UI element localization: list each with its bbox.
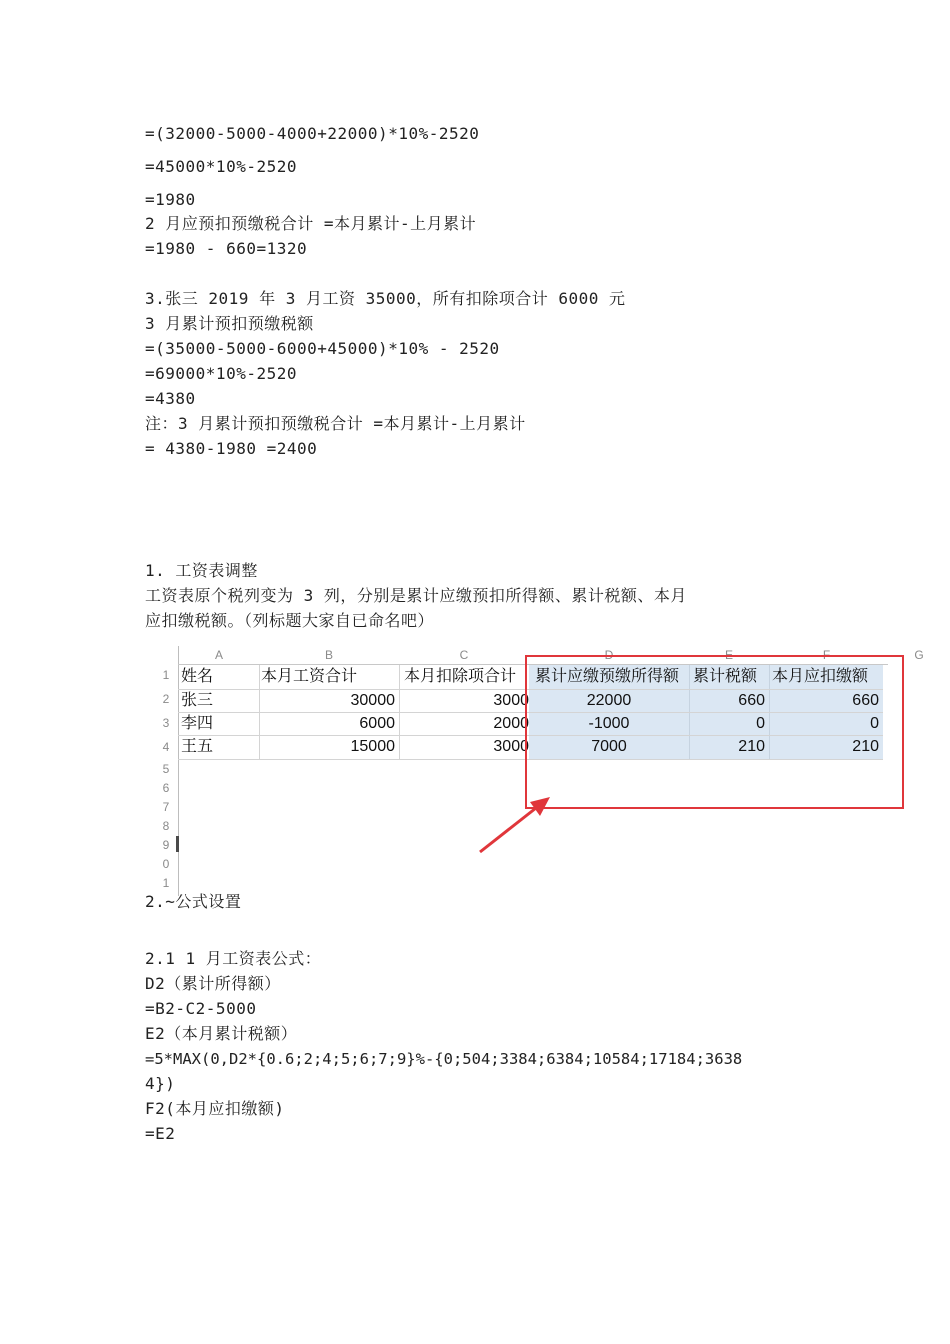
text-line: 3.张三 2019 年 3 月工资 35000，所有扣除项合计 6000 元: [145, 289, 626, 308]
row-number: 3: [162, 716, 170, 730]
formula-line: =(35000-5000-6000+45000)*10% - 2520: [145, 339, 500, 358]
header-cell: 本月扣除项合计: [404, 668, 517, 685]
formula-line: =1980 - 660=1320: [145, 239, 308, 258]
section-heading: 2.~公式设置: [145, 892, 242, 911]
table-cell: 李四: [181, 715, 214, 732]
row-number: 8: [162, 819, 170, 833]
column-letter: B: [324, 648, 333, 662]
column-letter: G: [914, 648, 924, 662]
table-cell: 30000: [350, 692, 395, 709]
formula-line: =E2: [145, 1124, 176, 1143]
header-cell: 累计应缴预缴所得额: [535, 668, 680, 685]
table-cell: 660: [852, 692, 879, 709]
table-cell: 0: [756, 715, 765, 732]
row-number: 7: [162, 800, 170, 814]
table-cell: 6000: [359, 715, 395, 732]
table-cell: 660: [738, 692, 765, 709]
formula-line: =69000*10%-2520: [145, 364, 297, 383]
table-cell: 3000: [493, 738, 529, 755]
formula-line: =(32000-5000-4000+22000)*10%-2520: [145, 124, 480, 143]
row-number: 1: [162, 876, 170, 890]
table-cell: 210: [852, 738, 879, 755]
text-line: D2（累计所得额）: [145, 974, 281, 993]
text-line: 3 月累计预扣预缴税额: [145, 314, 314, 333]
row-number: 2: [162, 692, 170, 706]
table-cell: 3000: [493, 692, 529, 709]
column-letter: A: [214, 648, 223, 662]
header-cell: 姓名: [181, 668, 214, 685]
column-letter: F: [822, 648, 831, 662]
formula-line: =1980: [145, 190, 196, 209]
row-number: 1: [162, 668, 170, 682]
formula-line: 4}): [145, 1074, 176, 1093]
formula-line: = 4380-1980 =2400: [145, 439, 318, 458]
row-number: 9: [162, 838, 170, 852]
text-line: 工资表原个税列变为 3 列，分别是累计应缴预扣所得额、累计税额、本月: [145, 586, 687, 605]
text-line: 2 月应预扣预缴税合计 =本月累计-上月累计: [145, 214, 477, 233]
text-line: F2(本月应扣缴额): [145, 1099, 285, 1118]
header-cell: 累计税额: [693, 668, 758, 685]
table-cell: 7000: [591, 738, 627, 755]
table-cell: 2000: [493, 715, 529, 732]
row-number: 4: [162, 740, 170, 754]
header-cell: 本月工资合计: [261, 668, 358, 685]
table-cell: 22000: [586, 692, 632, 709]
header-cell: 本月应扣缴额: [772, 668, 869, 685]
formula-line: =5*MAX(0,D2*{0.6;2;4;5;6;7;9}%-{0;504;3384;6384;10584;17184;3638: [145, 1050, 743, 1068]
column-letter: D: [604, 648, 614, 662]
table-cell: 210: [738, 738, 765, 755]
table-cell: 15000: [350, 738, 395, 755]
arrow-icon: [470, 790, 560, 860]
row-number: 6: [162, 781, 170, 795]
table-cell: 0: [870, 715, 879, 732]
table-cell: 张三: [181, 692, 214, 709]
formula-line: =4380: [145, 389, 196, 408]
formula-line: =45000*10%-2520: [145, 157, 297, 176]
row-number: 0: [162, 857, 170, 871]
annotation-box: [525, 655, 904, 809]
table-cell: -1000: [588, 715, 630, 732]
column-letter: C: [459, 648, 469, 662]
text-line: E2（本月累计税额）: [145, 1024, 298, 1043]
table-cell: 王五: [181, 738, 214, 755]
text-line: 应扣缴税额。（列标题大家自已命名吧）: [145, 611, 435, 630]
cursor-mark: [176, 836, 179, 852]
row-number: 5: [162, 762, 170, 776]
formula-line: =B2-C2-5000: [145, 999, 257, 1018]
section-heading: 1. 工资表调整: [145, 561, 258, 580]
column-letter: E: [724, 648, 733, 662]
note-line: 注：3 月累计预扣预缴税合计 =本月累计-上月累计: [145, 414, 526, 433]
text-line: 2.1 1 月工资表公式：: [145, 949, 322, 968]
